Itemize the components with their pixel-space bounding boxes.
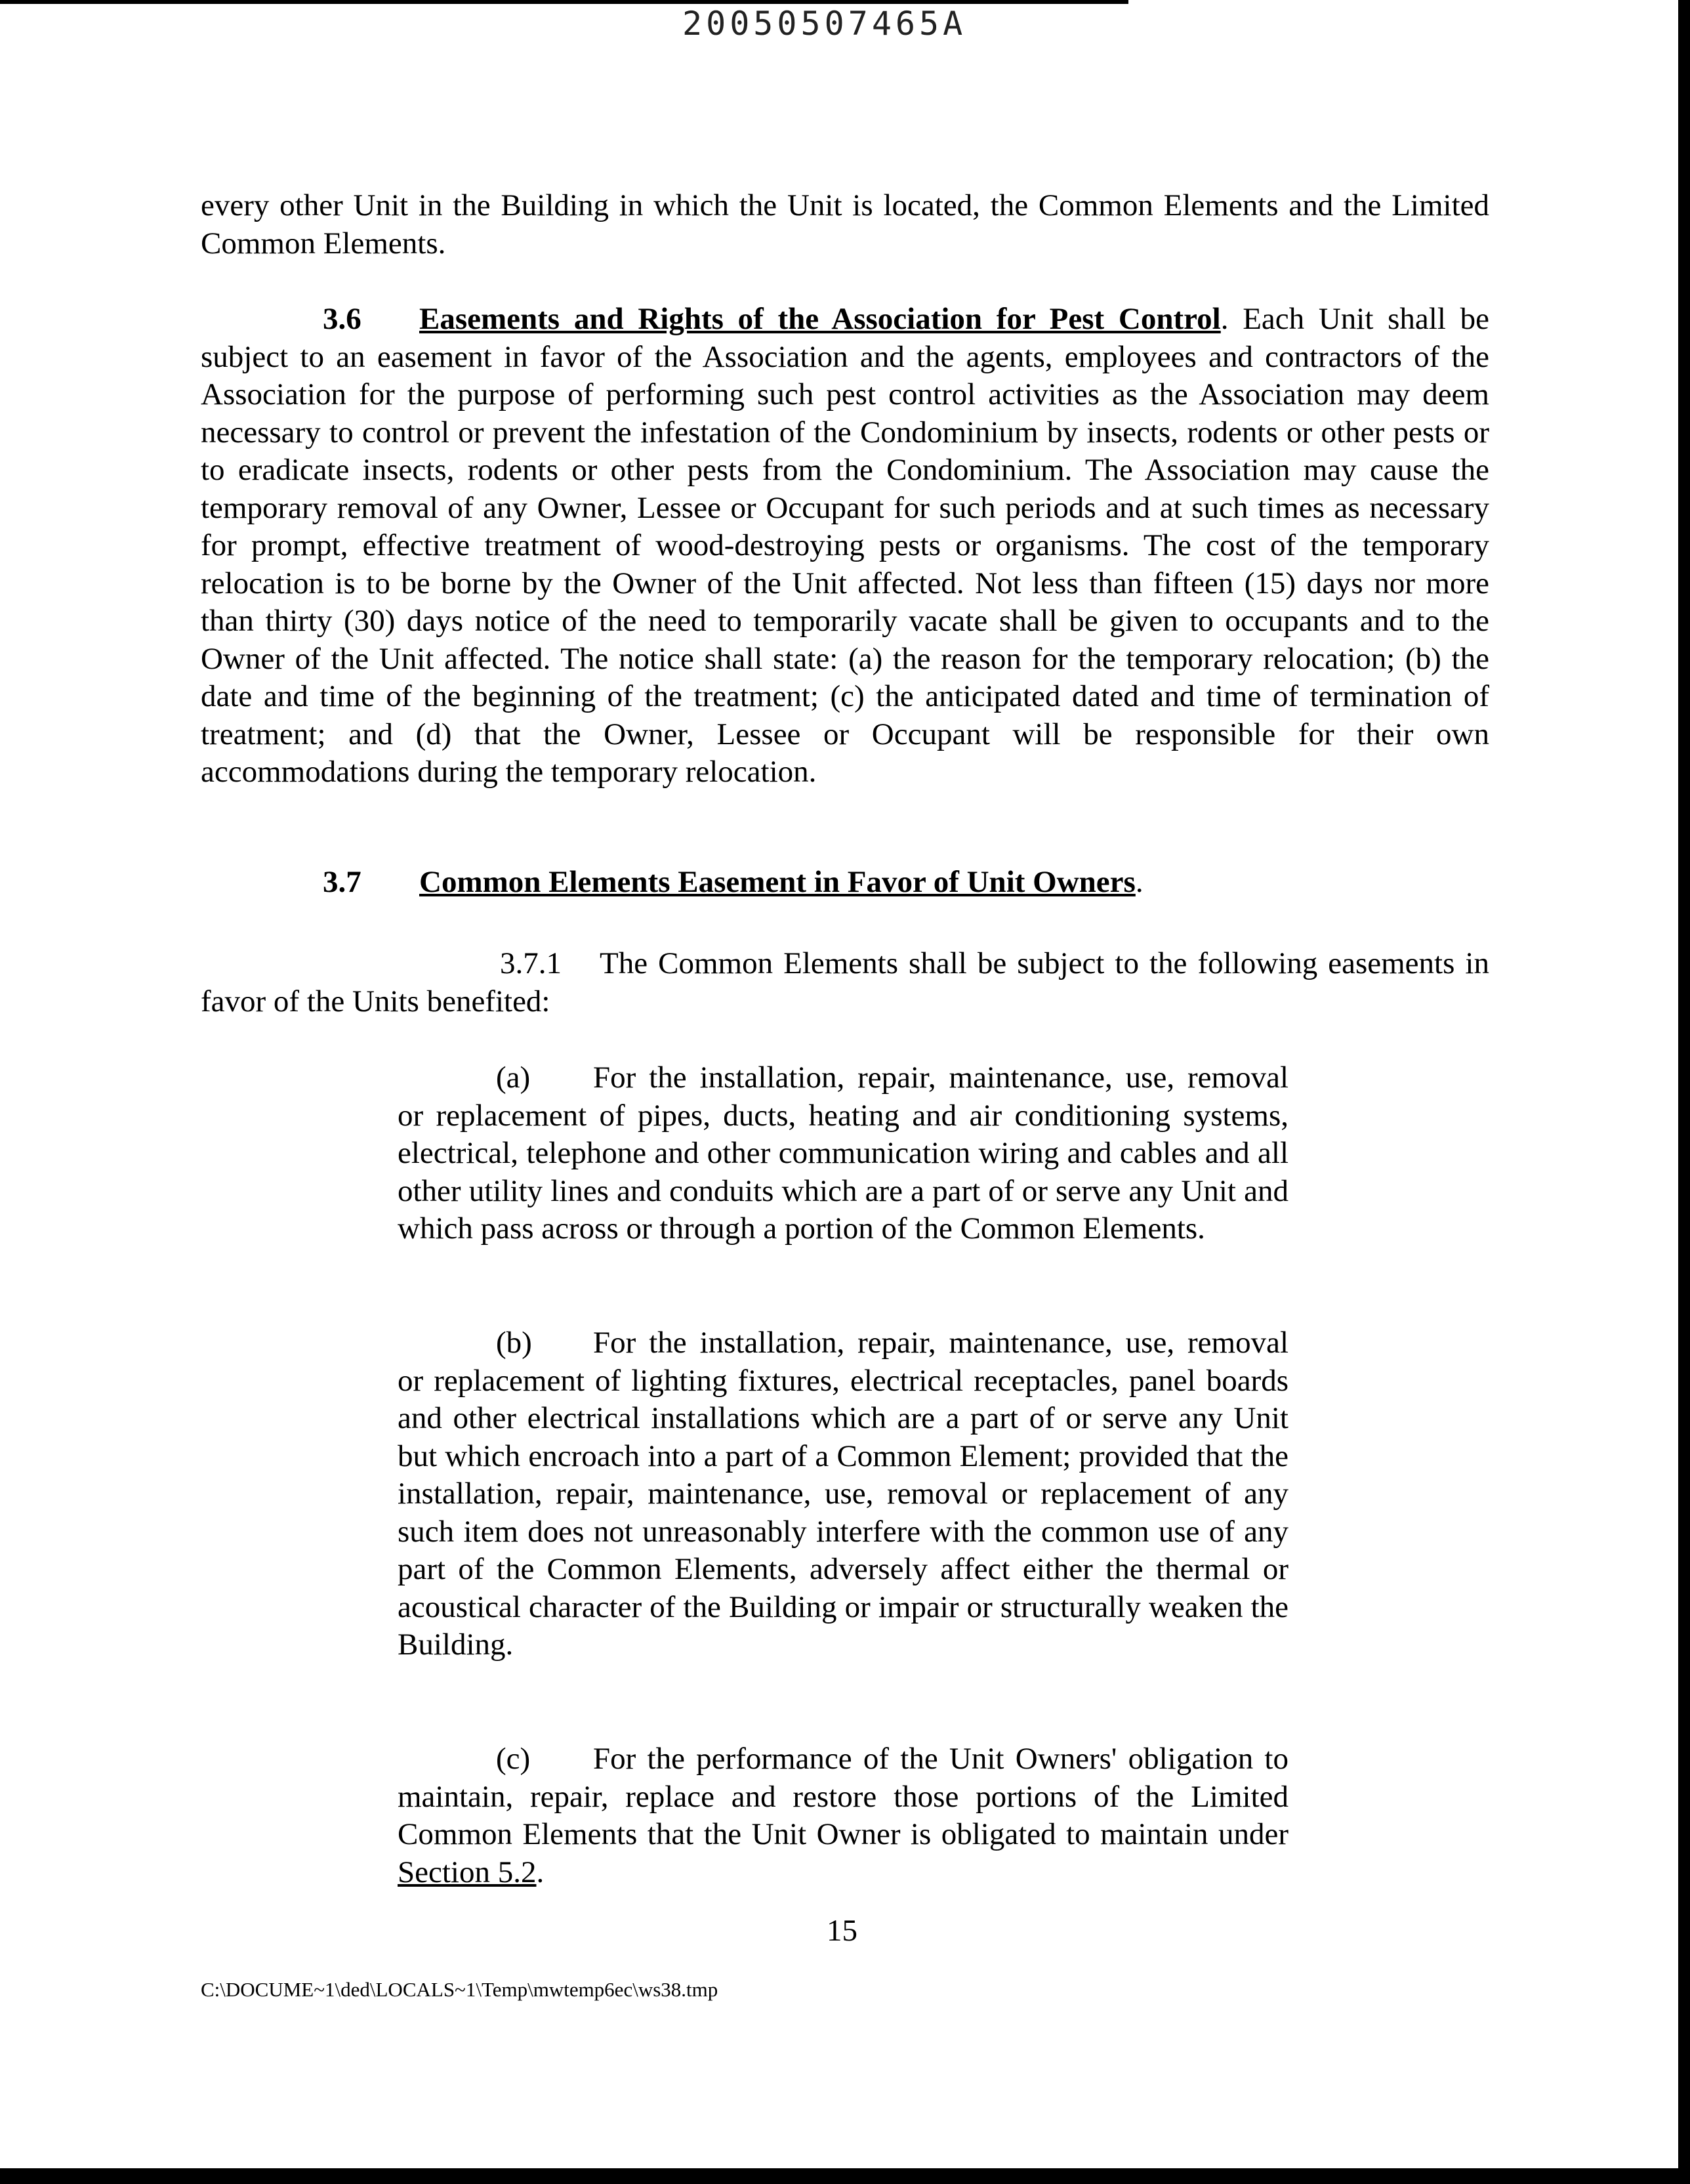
item-a-text: For the installation, repair, maintenance, use, removal or replacement of pipes, ducts, heating and air conditioning systems, electrical, telephone and other communication wiring and cables and all other utility lines and conduits which are a part of or serve any Unit and which pass across or through a portion of the Common Elements. (398, 1060, 1288, 1246)
section-3-6-number: 3.6 (323, 302, 361, 336)
item-a-paragraph (398, 1059, 1288, 1248)
item-b-marker: (b) (496, 1326, 532, 1360)
page-number: 15 (827, 1914, 857, 1948)
item-c-marker: (c) (496, 1742, 531, 1776)
item-c-paragraph (398, 1740, 1288, 1891)
item-c-text: For the performance of the Unit Owners' obligation to maintain, repair, replace and restore those portions of the Limited Common Elements that the Unit Owner is obligated to maintain under (398, 1742, 1288, 1851)
section-3-7-heading-period: . (1135, 865, 1144, 899)
section-5-2-reference: Section 5.2 (398, 1855, 537, 1889)
section-3-6-heading: Easements and Rights of the Association for Pest Control (419, 302, 1221, 336)
intro-paragraph: every other Unit in the Building in which the Unit is located, the Common Elements and the Limited Common Elements. (201, 188, 1489, 261)
item-b-text: For the installation, repair, maintenance, use, removal or replacement of lighting fixtures, electrical receptacles, panel boards and other electrical installations which are a part of or serve any Unit but which encroach into a part of a Common Element; provided that the installation, repair, maintenance, use, removal or replacement of any such item does not unreasonably interfere with the common use of any part of the Common Elements, adversely affect either the thermal or acoustical character of the Building or impair or structurally weaken the Building. (398, 1326, 1288, 1662)
item-b-paragraph (398, 1324, 1288, 1664)
item-a-marker: (a) (496, 1060, 531, 1095)
section-3-6-heading-period: . (1220, 302, 1229, 336)
section-3-7-heading-line (201, 864, 1489, 902)
section-3-7-1-number: 3.7.1 (500, 946, 562, 980)
scan-right-border (1678, 0, 1690, 2184)
section-3-7-heading: Common Elements Easement in Favor of Unit Owners (419, 865, 1136, 899)
file-path-footer: C:\DOCUME~1\ded\LOCALS~1\Temp\mwtemp6ec\ws38.tmp (201, 1978, 718, 2001)
section-3-7-number: 3.7 (323, 865, 361, 899)
section-3-6-body: Each Unit shall be subject to an easement in favor of the Association and the agents, employees and contractors of the Association for the purpose of performing such pest control activities as the Association may deem necessary to control or prevent the infestation of the Condominium by insects, rodents or other pests or to eradicate insects, rodents or other pests from the Condominium. The Association may cause the temporary removal of any Owner, Lessee or Occupant for such periods and at such times as necessary for prompt, effective treatment of wood-destroying pests or organisms. The cost of the temporary relocation is to be borne by the Owner of the Unit affected. Not less than fifteen (15) days nor more than thirty (30) days notice of the need to temporarily vacate shall be given to occupants and to the Owner of the Unit affected. The notice shall state: (a) the reason for the temporary relocation; (b) the date and time of the beginning of the treatment; (c) the anticipated dated and time of termination of treatment; and (d) that the Owner, Lessee or Occupant will be responsible for their own accommodations during the temporary relocation. (201, 302, 1489, 789)
item-c-period: . (536, 1855, 545, 1889)
section-3-7-1-body: The Common Elements shall be subject to the following easements in favor of the Units benefited: (201, 946, 1489, 1018)
section-3-7-1-paragraph (201, 945, 1489, 1020)
scan-bottom-border (0, 2168, 1690, 2184)
document-number: 20050507465A (682, 5, 967, 43)
section-3-6-paragraph (201, 301, 1489, 791)
